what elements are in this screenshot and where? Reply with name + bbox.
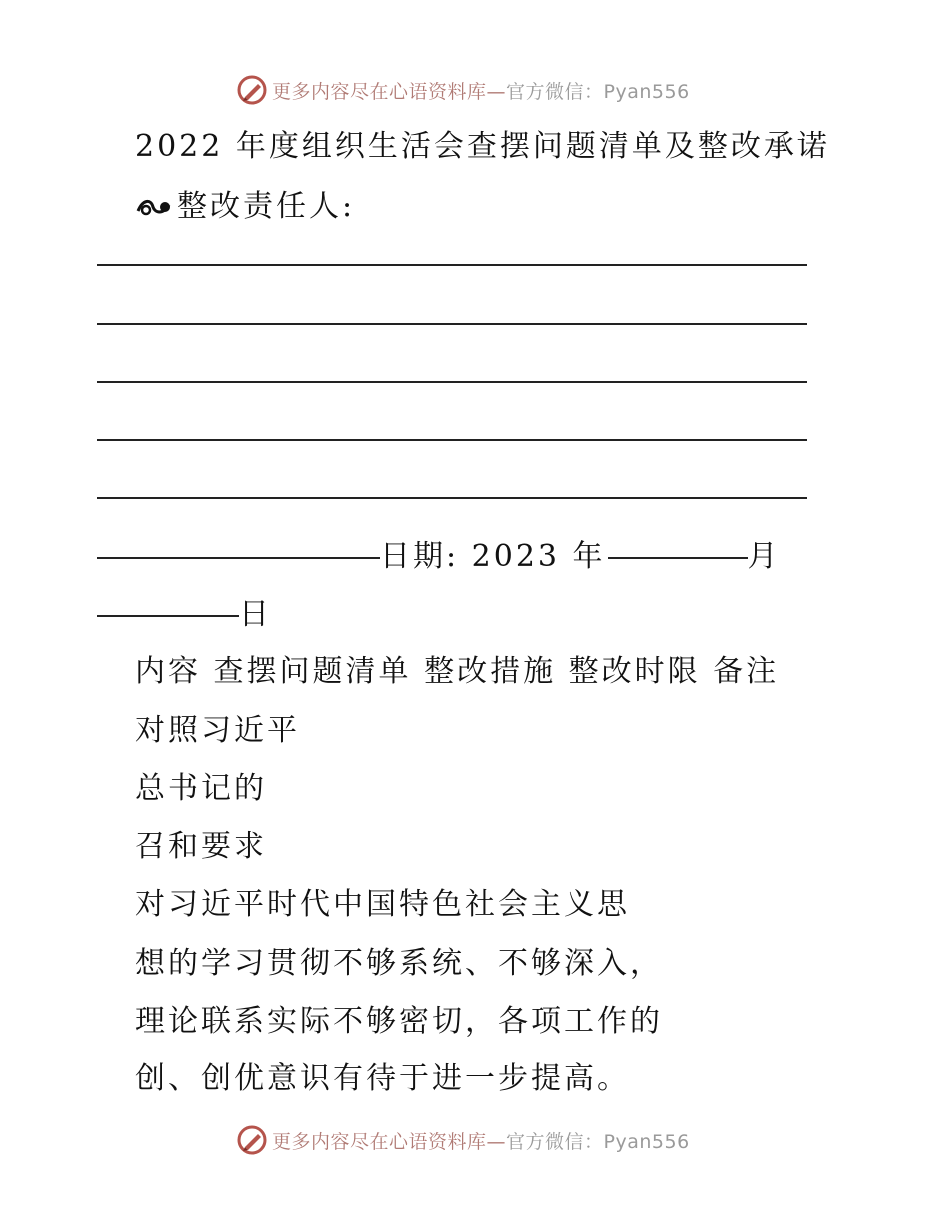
month-label: 月 <box>747 539 781 574</box>
day-row <box>97 595 272 635</box>
problem-line: 对习近平时代中国特色社会主义思 <box>135 887 630 922</box>
date-row <box>97 537 781 577</box>
watermark-header <box>236 72 690 108</box>
pen-logo-icon <box>236 74 268 106</box>
responsible-label: 整改责任人: <box>177 189 356 224</box>
row-label-line: 对照习近平 <box>135 713 300 748</box>
blank-line <box>97 381 807 383</box>
responsible-person-row <box>135 187 355 227</box>
blank-line <box>97 497 807 499</box>
blank-line <box>97 323 807 325</box>
day-label: 日 <box>239 597 272 632</box>
document-title: 2022 年度组织生活会查摆问题清单及整改承诺 <box>135 129 830 164</box>
watermark-text: 更多内容尽在心语资料库— <box>272 1130 507 1153</box>
blank-line <box>97 439 807 441</box>
pen-logo-icon <box>236 1124 268 1156</box>
row-label-line: 总书记的 <box>135 771 267 806</box>
month-blank-line <box>608 557 748 559</box>
watermark-wechat: 官方微信：Pyan556 <box>506 1130 690 1153</box>
day-blank-line <box>97 615 239 617</box>
problem-line: 创、创优意识有待于进一步提高。 <box>135 1061 630 1096</box>
table-header: 内容 查摆问题清单 整改措施 整改时限 备注 <box>135 654 780 689</box>
watermark-wechat: 官方微信：Pyan556 <box>506 80 690 103</box>
date-label: 日期: 2023 年 <box>380 539 606 574</box>
watermark-text: 更多内容尽在心语资料库— <box>272 80 507 103</box>
row-label-line: 召和要求 <box>135 829 267 864</box>
ornament-icon <box>135 193 175 219</box>
date-blank-line <box>97 557 380 559</box>
problem-line: 想的学习贯彻不够系统、不够深入， <box>135 946 663 981</box>
problem-line: 理论联系实际不够密切，各项工作的 <box>135 1004 663 1039</box>
blank-line <box>97 264 807 266</box>
watermark-footer <box>236 1122 690 1158</box>
